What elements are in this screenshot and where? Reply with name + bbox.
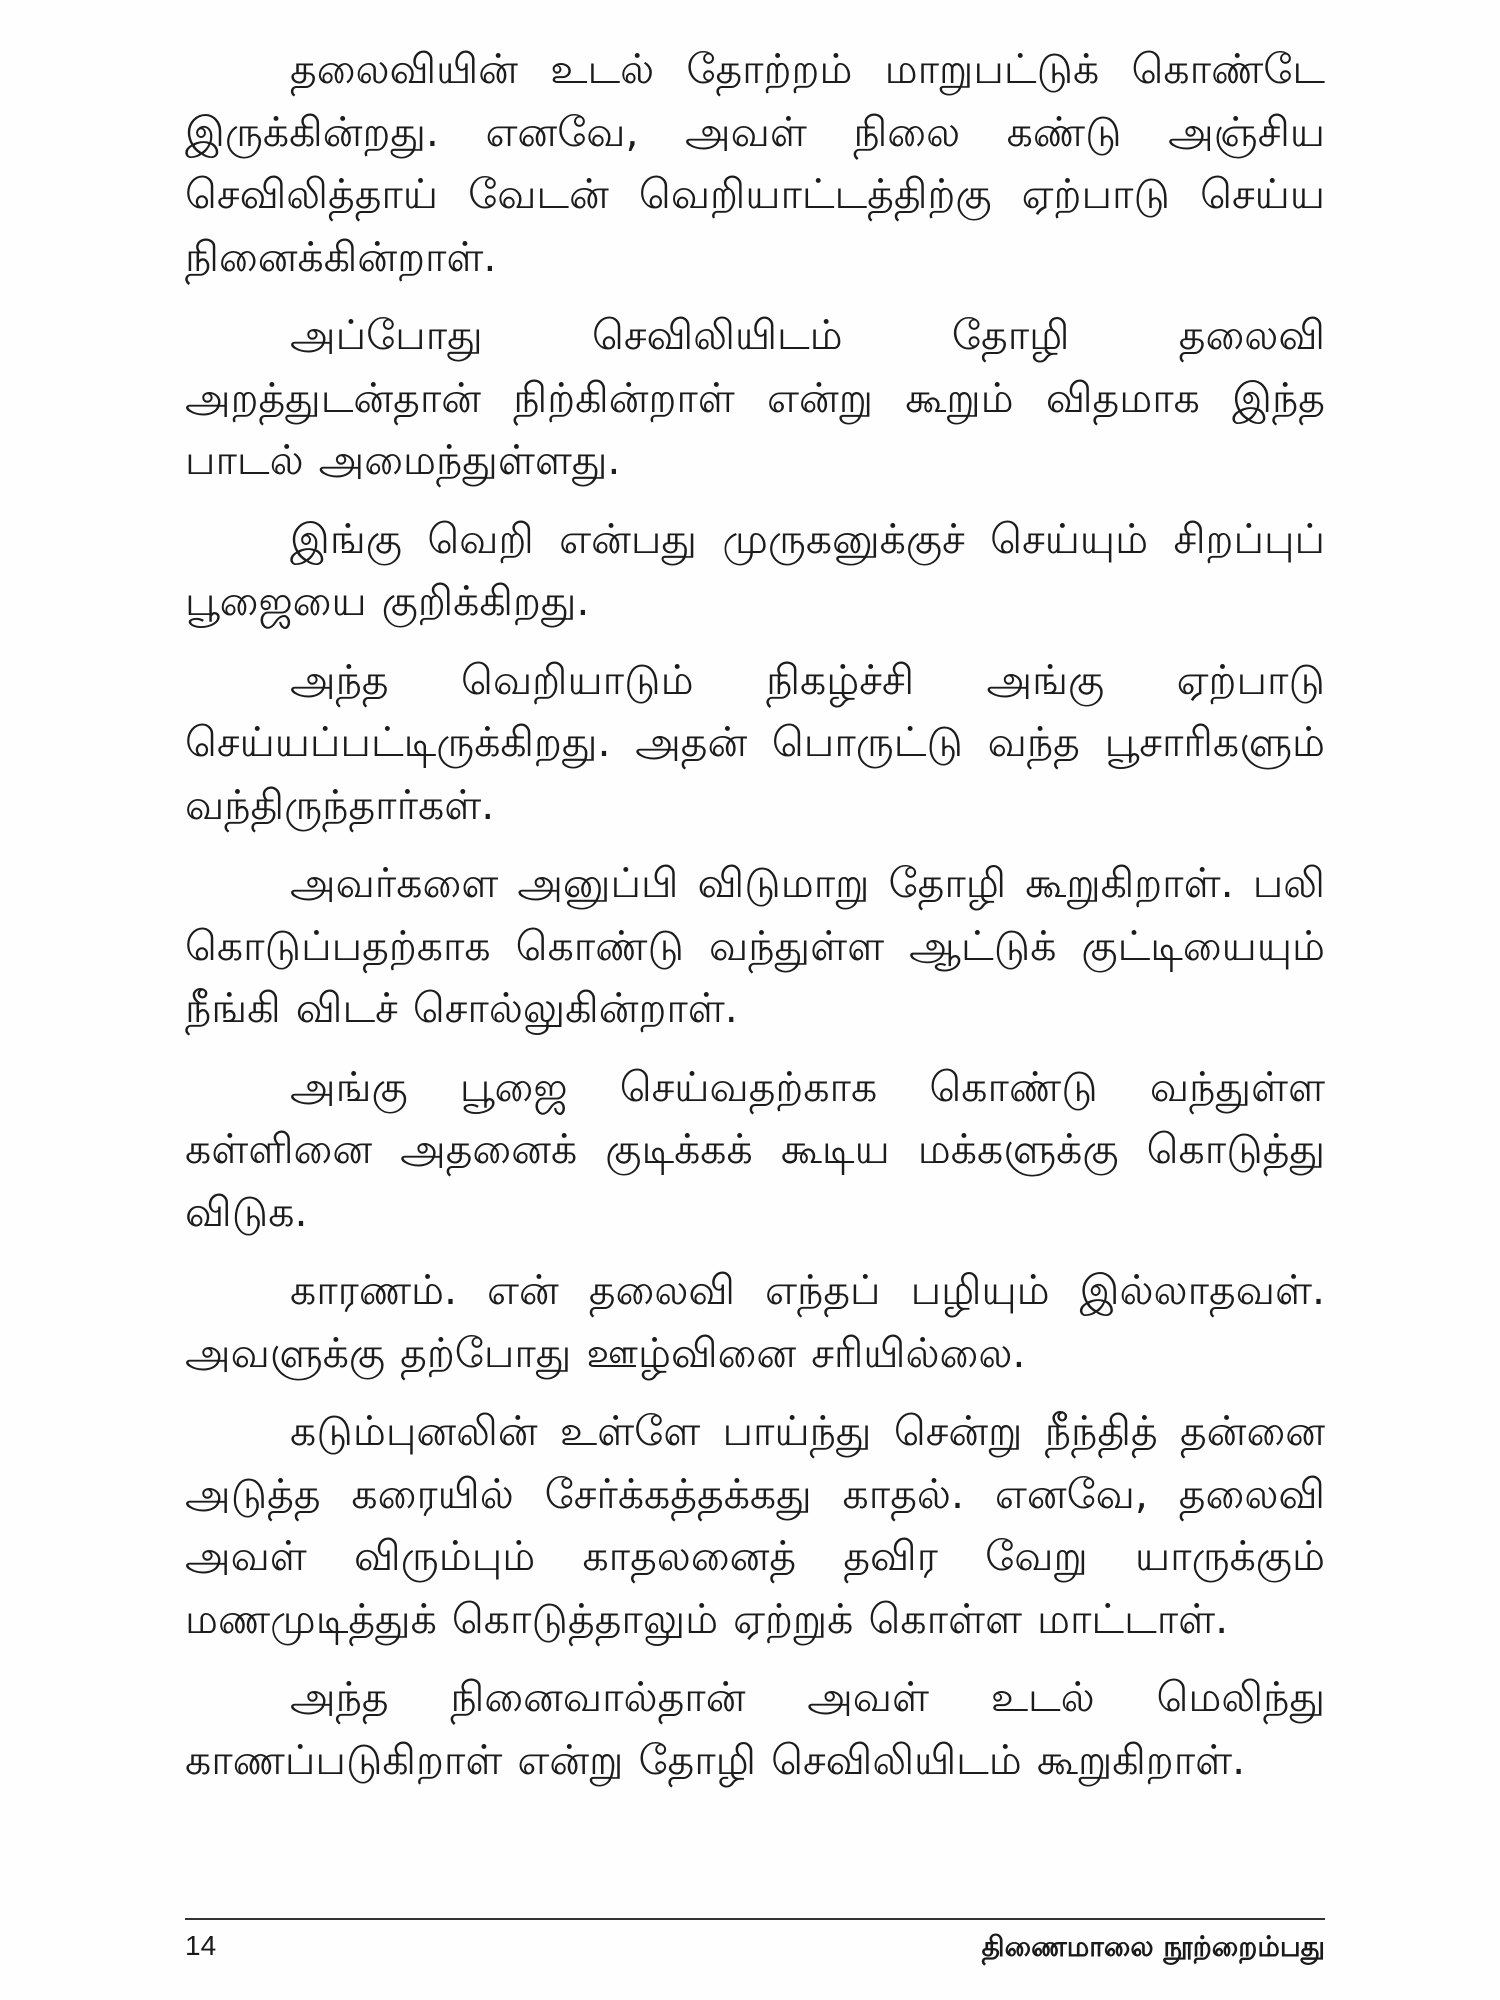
paragraph-8: கடும்புனலின் உள்ளே பாய்ந்து சென்று நீந்தித் தன்னை அடுத்த கரையில் சேர்க்கத்தக்கது காதல். எனவே, தலைவி அவள் விரும்பும் காதலனைத் தவிர வேறு யாருக்கும் மணமுடித்துக் கொடுத்தாலும் ஏற்றுக் கொள்ள மாட்டாள். <box>185 1407 1325 1643</box>
page-number: 14 <box>185 1930 217 1961</box>
paragraph-3: இங்கு வெறி என்பது முருகனுக்குச் செய்யும் சிறப்புப் பூஜையை குறிக்கிறது. <box>185 514 1325 625</box>
paragraph-1: தலைவியின் உடல் தோற்றம் மாறுபட்டுக் கொண்டே இருக்கின்றது. எனவே, அவள் நிலை கண்டு அஞ்சிய செவிலித்தாய் வேடன் வெறியாட்டத்திற்கு ஏற்பாடு செய்ய நினைக்கின்றாள். <box>185 45 1325 281</box>
body-text <box>185 38 1325 1807</box>
running-book-title: திணைமாலை நூற்றைம்பது <box>981 1930 1325 1963</box>
paragraph-2: அப்போது செவிலியிடம் தோழி தலைவி அறத்துடன்தான் நிற்கின்றாள் என்று கூறும் விதமாக இந்த பாடல் அமைந்துள்ளது. <box>185 311 1325 484</box>
paragraph-6: அங்கு பூஜை செய்வதற்காக கொண்டு வந்துள்ள கள்ளினை அதனைக் குடிக்கக் கூடிய மக்களுக்கு கொடுத்து விடுக. <box>185 1062 1325 1236</box>
paragraph-7: காரணம். என் தலைவி எந்தப் பழியும் இல்லாதவள். அவளுக்கு தற்போது ஊழ்வினை சரியில்லை. <box>185 1266 1325 1377</box>
paragraph-5: அவர்களை அனுப்பி விடுமாறு தோழி கூறுகிறாள். பலி கொடுப்பதற்காக கொண்டு வந்துள்ள ஆட்டுக் குட்டியையும் நீங்கி விடச் சொல்லுகின்றாள். <box>185 859 1325 1032</box>
footer-divider <box>185 1918 1325 1920</box>
paragraph-9: அந்த நினைவால்தான் அவள் உடல் மெலிந்து காணப்படுகிறாள் என்று தோழி செவிலியிடம் கூறுகிறாள். <box>185 1673 1325 1784</box>
paragraph-4: அந்த வெறியாடும் நிகழ்ச்சி அங்கு ஏற்பாடு செய்யப்பட்டிருக்கிறது. அதன் பொருட்டு வந்த பூசாரிகளும் வந்திருந்தார்கள். <box>185 655 1325 829</box>
